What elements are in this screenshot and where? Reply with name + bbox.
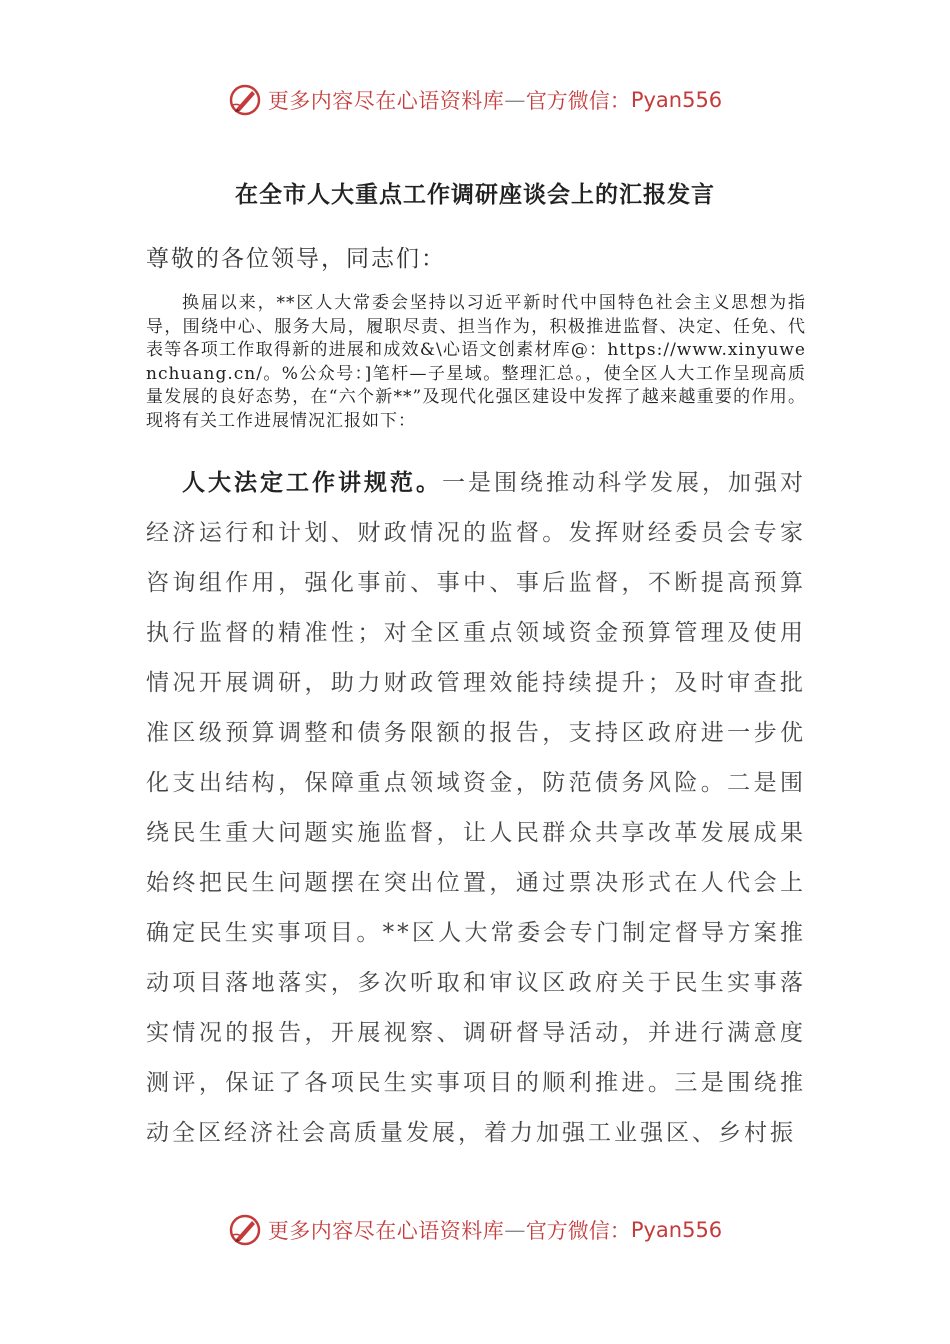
section-body-text: 一是围绕推动科学发展，加强对经济运行和计划、财政情况的监督。发挥财经委员会专家咨询组作用，强化事前、事中、事后监督，不断提高预算执行监督的精准性；对全区重点领域资金预算管理及使用情况开展调研，助力财政管理效能持续提升；及时审查批准区级预算调整和债务限额的报告，支持区政府进一步优化支出结构，保障重点领域资金，防范债务风险。二是围绕民生重大问题实施监督，让人民群众共享改革发展成果始终把民生问题摆在突出位置，通过票决形式在人代会上确定民生实事项目。**区人大常委会专门制定督导方案推动项目落地落实，多次听取和审议区政府关于民生实事落实情况的报告，开展视察、调研督导活动，并进行满意度测评，保证了各项民生实事项目的顺利推进。三是围绕推动全区经济社会高质量发展，着力加强工业强区、乡村振 bbox=[146, 470, 806, 1146]
section-lead-heading: 人大法定工作讲规范。 bbox=[182, 469, 442, 496]
watermark-text: 更多内容尽在心语资料库 bbox=[267, 1219, 505, 1243]
watermark-wechat-id: Pyan556 bbox=[630, 1218, 723, 1242]
document-title: 在全市人大重点工作调研座谈会上的汇报发言 bbox=[235, 182, 715, 208]
watermark-separator: — bbox=[504, 1218, 526, 1242]
watermark-banner-top bbox=[0, 78, 950, 122]
pen-logo-icon bbox=[228, 83, 262, 117]
watermark-wechat-label: 官方微信： bbox=[525, 89, 631, 113]
intro-paragraph: 换届以来，**区人大常委会坚持以习近平新时代中国特色社会主义思想为指导，围绕中心、服务大局，履职尽责、担当作为，积极推进监督、决定、任免、代表等各项工作取得新的进展和成效&\心语文创素材库@：https://www.xinyuwenchuang.cn/。%公众号：]笔杆—子星域。整理汇总。，使全区人大工作呈现高质量发展的良好态势，在“六个新**”及现代化强区建设中发挥了越来越重要的作用。现将有关工作进展情况汇报如下： bbox=[146, 293, 806, 431]
pen-logo-icon bbox=[228, 1213, 262, 1247]
greeting-line: 尊敬的各位领导，同志们： bbox=[146, 246, 446, 272]
watermark-wechat-label: 官方微信： bbox=[525, 1219, 631, 1243]
watermark-text: 更多内容尽在心语资料库 bbox=[267, 89, 505, 113]
section-paragraph bbox=[146, 458, 806, 1158]
watermark-banner-bottom bbox=[0, 1208, 950, 1252]
watermark-wechat-id: Pyan556 bbox=[630, 88, 723, 112]
watermark-separator: — bbox=[504, 88, 526, 112]
